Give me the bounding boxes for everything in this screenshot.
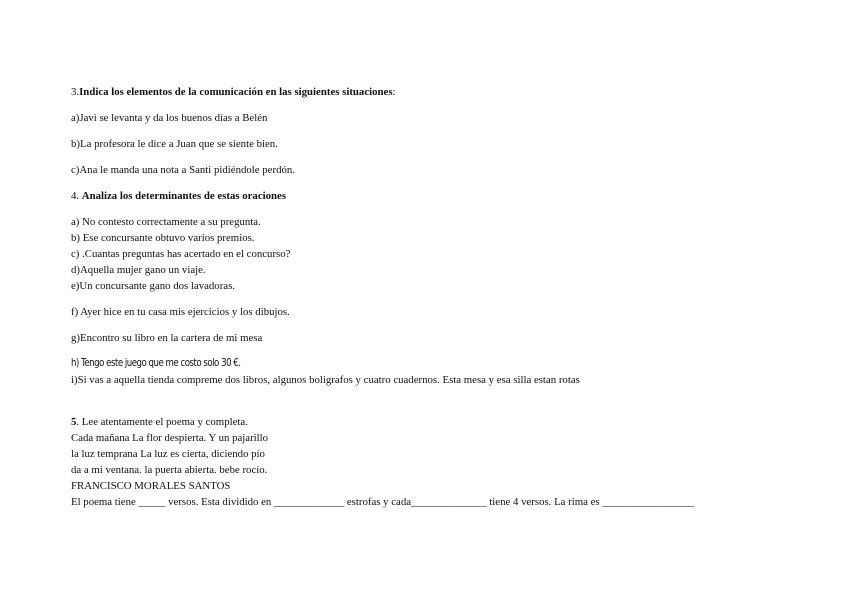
q4-item-d: d)Aquella mujer gano un viaje. <box>71 264 206 276</box>
q4-title: Analiza los determinantes de estas oraciones <box>81 190 287 202</box>
q4-item-h: h) Tengo este juego que me costo solo 30 €. <box>71 357 241 369</box>
q4-item-b: b) Ese concursante obtuvo varios premios. <box>71 232 255 244</box>
q3-number: 3. <box>71 86 80 98</box>
q4-item-i: i)Si vas a aquella tienda compreme dos libros, algunos boligrafos y cuatro cuadernos. Esta mesa y esa silla estan rotas <box>71 374 580 386</box>
q5-number: 5 <box>71 416 77 428</box>
q3-heading <box>71 87 396 98</box>
q4-heading <box>71 191 286 202</box>
q5-heading <box>71 417 248 428</box>
q3-item-c: c)Ana le manda una nota a Santi pidiéndole perdón. <box>71 164 295 176</box>
q4-item-c: c) .Cuantas preguntas has acertado en el concurso? <box>71 248 291 260</box>
q4-item-g: g)Encontro su libro en la cartera de mi mesa <box>71 332 263 344</box>
poem-line-2: la luz temprana La luz es cierta, diciendo pío <box>71 448 265 460</box>
poem-line-3: da a mi ventana. la puerta abierta. bebe rocío. <box>71 464 268 476</box>
q4-item-f: f) Ayer hice en tu casa mis ejercicios y los dibujos. <box>71 306 290 318</box>
poem-line-1: Cada mañana La flor despierta. Y un pajarillo <box>71 432 269 444</box>
q3-colon: : <box>392 86 396 98</box>
q5-fill-line: El poema tiene _____ versos. Esta dividido en _____________ estrofas y cada______________ tiene 4 versos. La rima es _________________ <box>71 496 695 508</box>
q4-item-e: e)Un concursante gano dos lavadoras. <box>71 280 235 292</box>
q3-title: Indica los elementos de la comunicación en las siguientes situaciones <box>79 86 393 98</box>
q4-item-a: a) No contesto correctamente a su pregunta. <box>71 216 261 228</box>
q4-number: 4. <box>71 190 82 202</box>
q3-item-a: a)Javi se levanta y da los buenos días a Belén <box>71 112 268 124</box>
q5-intro: . Lee atentamente el poema y completa. <box>76 416 248 428</box>
poem-author: FRANCISCO MORALES SANTOS <box>71 480 231 492</box>
q3-item-b: b)La profesora le dice a Juan que se siente bien. <box>71 138 278 150</box>
